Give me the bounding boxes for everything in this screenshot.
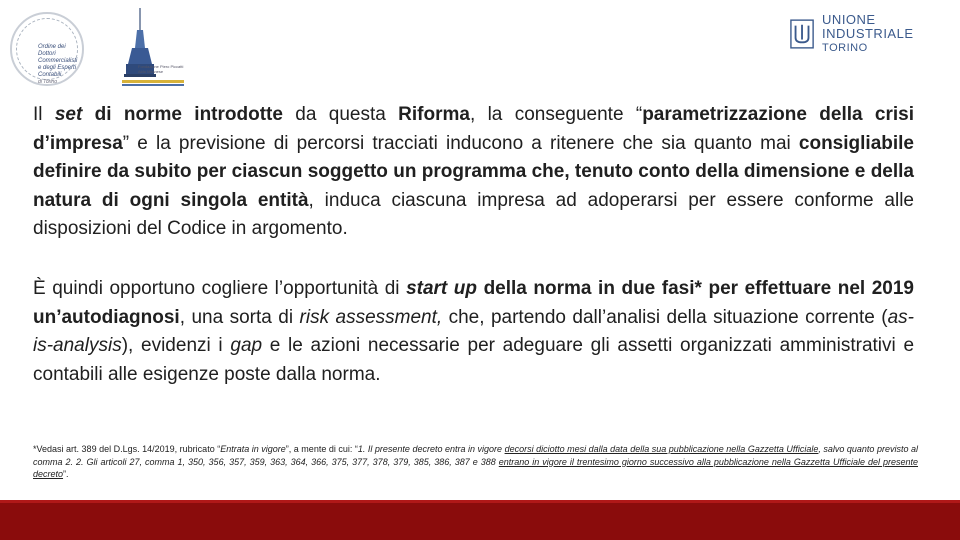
fn-s1: *Vedasi art. 389 del D.Lgs. 14/2019, rubricato “ [33,444,221,454]
ui-logo-text [822,13,960,55]
p2-s3: della norma in due fasi* per effettuare nel 2019 un’autodiagnosi [33,278,914,328]
p1-s3: di norme introdotte [82,104,283,125]
p2-s10: e le azioni necessarie per adeguare gli assetti organizzati amministrativi e contabili alle esigenze poste dalla norma. [33,335,915,385]
footnote [33,443,918,481]
foundation-caption: Fondazione Piero Piccatti Aldo Milanese [138,64,184,74]
paragraph-1 [33,101,914,244]
p1-s2: set [54,104,83,125]
p2-s9: gap [230,335,263,356]
ui-emblem-icon [790,18,814,50]
foundation-gold-bar [122,80,184,83]
footer-bar [0,500,960,540]
p2-s1: È quindi opportuno cogliere l’opportunità di [33,278,407,299]
fn-s7: entrano in vigore il trentesimo giorno successivo alla pubblicazione nella Gazzetta Ufficiale del presente decreto [33,456,918,479]
odcec-line1: Ordine dei [38,44,66,50]
odcec-line2: Dottori Commercialisti [38,51,78,64]
footer-bar-line [0,500,960,503]
p2-s4: , una sorta di [179,306,300,328]
p1-s9: consigliabile definire da subito per ciascun soggetto un programma che, tenuto conto della dimensione e della natura di ogni singola entità [33,132,914,211]
p1-s4: da questa [282,104,399,125]
fn-s8: ”. [63,469,69,479]
p2-s8: ), evidenzi i [121,335,231,356]
foundation-blue-bar [122,84,184,86]
p1-s5: Riforma [398,104,470,125]
ui-logo-line2: TORINO [822,42,868,54]
p1-s10: , induca ciascuna impresa ad adoperarsi per essere conforme alle disposizioni del Codice in argomento. [33,189,914,239]
odcec-line4: di Torino [38,79,57,85]
p2-s6: che, partendo dall’analisi della situazione corrente ( [442,306,888,328]
ui-logo-line1: UNIONE INDUSTRIALE [822,12,914,41]
p1-s8: ” e la previsione di percorsi tracciati inducono a ritenere che sia quanto mai [122,132,799,154]
foundation-logo [108,8,188,94]
p1-s6: , la conseguente “ [469,104,643,125]
odcec-logo [8,10,86,92]
p2-s2: start up [406,278,478,299]
p1-s1: Il [33,104,55,125]
fn-s2: Entrata in vigore [220,444,286,454]
fn-s4: 1. Il presente decreto entra in vigore [357,444,505,454]
paragraph-2 [33,275,914,389]
p2-s5: risk assessment, [299,306,443,328]
p1-s7: parametrizzazione della crisi d’impresa [33,104,914,154]
unione-industriale-logo [790,12,960,54]
odcec-line3: e degli Esperti Contabili [38,65,77,78]
odcec-logo-text [38,44,94,86]
fn-s6: , salvo quanto previsto al comma 2. 2. Gli articoli 27, comma 1, 350, 356, 357, 359, 363, 364, 366, 375, 377, 378, 379, 385, 386, 387 e 388 [33,444,918,467]
fn-s5: decorsi diciotto mesi dalla data della sua pubblicazione nella Gazzetta Ufficiale [504,444,819,454]
fn-s3: ”, a mente di cui: “ [285,444,358,454]
p2-s7: as-is-analysis [33,306,915,356]
